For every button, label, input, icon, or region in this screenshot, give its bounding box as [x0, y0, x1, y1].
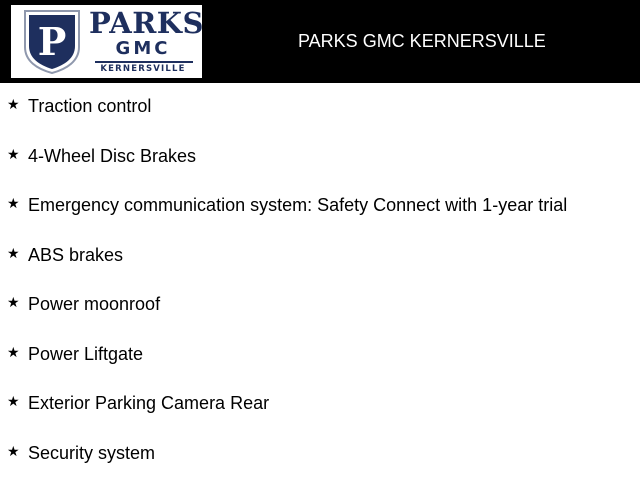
star-icon: ★ [7, 97, 20, 113]
logo-divider [95, 61, 193, 63]
feature-label: Security system [28, 443, 156, 463]
star-icon: ★ [7, 196, 20, 212]
shield-icon [23, 9, 81, 75]
feature-label: Power Liftgate [28, 344, 144, 364]
feature-item [0, 392, 640, 418]
star-icon: ★ [7, 147, 20, 163]
feature-label: Emergency communication system: Safety Connect with 1-year trial [28, 195, 568, 215]
feature-item [0, 145, 640, 171]
dealer-title: PARKS GMC KERNERSVILLE [298, 31, 546, 51]
logo-make-text: GMC [115, 38, 171, 59]
star-icon: ★ [7, 295, 20, 311]
logo-brand-text: PARKS [89, 6, 204, 40]
feature-item [0, 244, 640, 270]
star-icon: ★ [7, 444, 20, 460]
feature-item [0, 293, 640, 319]
feature-item [0, 95, 640, 121]
star-icon: ★ [7, 246, 20, 262]
feature-label: Traction control [28, 96, 152, 116]
logo-city-text: KERNERSVILLE [100, 64, 186, 74]
dealer-logo [11, 5, 202, 78]
feature-item [0, 442, 640, 468]
header-bar [0, 0, 640, 83]
feature-label: 4-Wheel Disc Brakes [28, 146, 197, 166]
feature-label: Exterior Parking Camera Rear [28, 393, 270, 413]
feature-item [0, 194, 640, 220]
feature-item [0, 343, 640, 369]
feature-label: ABS brakes [28, 245, 124, 265]
feature-label: Power moonroof [28, 294, 161, 314]
star-icon: ★ [7, 345, 20, 361]
shield-letter: P [37, 19, 67, 64]
star-icon: ★ [7, 394, 20, 410]
